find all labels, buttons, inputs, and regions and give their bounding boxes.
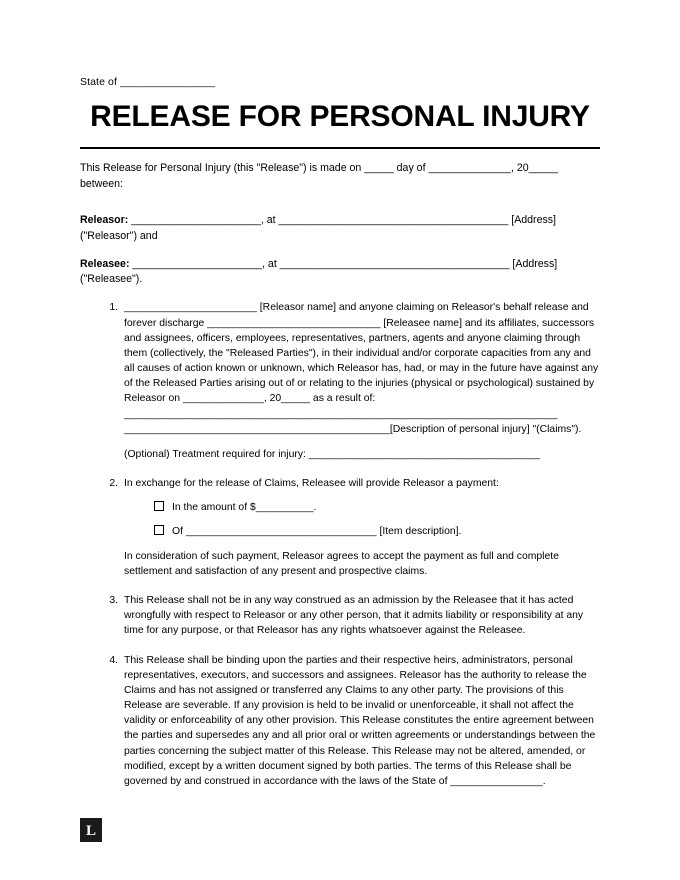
releasee-label: Releasee: [80, 257, 130, 270]
releasee-defined-term: ("Releasee"). [80, 273, 143, 286]
optional-treatment-line: (Optional) Treatment required for injury: ________________________________________ [124, 449, 540, 461]
clause-number: 1. [109, 302, 118, 314]
checkbox-icon[interactable] [154, 525, 164, 535]
clause-number: 3. [109, 594, 118, 606]
intro-paragraph: This Release for Personal Injury (this "Release") is made on _____ day of ______________, 20_____ between: [80, 162, 559, 190]
releasee-line [80, 257, 600, 273]
clause-item [80, 593, 600, 639]
clause-text: _______________________ [Releasor name] and anyone claiming on Releasor's behalf release and forever discharge ______________________________ [Releasee name] and its affiliates, successors and assignees, officers, employees, representatives, partners, agents and anyone claiming through them (collectively, the "Released Parties"), in their individual and/or corporate capacities from any and all causes of action known or unknown, which Releasor has, had, or may in the future have against any of the Released Parties arising out of or relating to the injuries (physical or psychological) sustained by Releasor on ______________, 20_____ as a result of: ___________________________________________________________________________ ______________________________________________[Description of personal injury] "(Claims"). [124, 302, 599, 435]
payment-option-label: In the amount of $__________. [172, 502, 317, 514]
releasor-line [80, 213, 600, 229]
releasee-fill: ______________________, at _______________________________________ [Address] [129, 257, 558, 270]
payment-option-item [124, 524, 600, 539]
clause-number: 2. [109, 478, 118, 490]
releasor-defined-term: ("Releasor") and [80, 229, 158, 242]
releasor-label: Releasor: [80, 213, 129, 226]
payment-options [124, 500, 600, 539]
clause-item [80, 476, 600, 579]
clause-list [80, 300, 600, 789]
clause-text: This Release shall not be in any way construed as an admission by the Releasee that it has acted wrongfully with respect to Releasor or any other person, that it admits liability or responsibility at any time for any purpose, or that Releasor has any rights whatsoever against the Releasee. [124, 594, 584, 637]
releasor-block [80, 213, 600, 245]
checkbox-icon[interactable] [154, 501, 164, 511]
clause-number: 4. [109, 654, 118, 666]
releasor-fill: ______________________, at _______________________________________ [Address] [128, 213, 556, 226]
logo-mark: L [80, 818, 102, 842]
clause-item [80, 653, 600, 790]
clause-item [80, 300, 600, 462]
clause-text: This Release shall be binding upon the parties and their respective heirs, administrators, personal representatives, executors, and successors and assignees. Releasor has the authority to release the Claims and has not assigned or transferred any Claims to any other party. The provisions of this Release are severable. If any provision is held to be invalid or unenforceable, it shall not affect the validity or enforceability of any other provision. This Release constitutes the entire agreement between the parties and supersedes any and all prior oral or written agreements or understandings between the parties concerning the subject matter of this Release. This Release may not be altered, amended, or modified, except by a written document signed by both parties. The terms of this Release shall be governed by and construed in accordance with the laws of the State of ________________. [124, 654, 596, 787]
clause-consideration-text: In consideration of such payment, Releasor agrees to accept the payment as full and complete settlement and satisfaction of any present and prospective claims. [124, 550, 559, 577]
page-title: RELEASE FOR PERSONAL INJURY [90, 100, 590, 133]
payment-option-amount [124, 500, 600, 515]
state-of-line: State of ________________ [80, 76, 216, 88]
payment-option-label: Of _________________________________ [Item description]. [172, 526, 462, 538]
title-divider [80, 147, 600, 149]
releasee-block [80, 257, 600, 289]
document-body [80, 76, 600, 803]
clause-text: In exchange for the release of Claims, Releasee will provide Releasor a payment: [124, 478, 499, 490]
